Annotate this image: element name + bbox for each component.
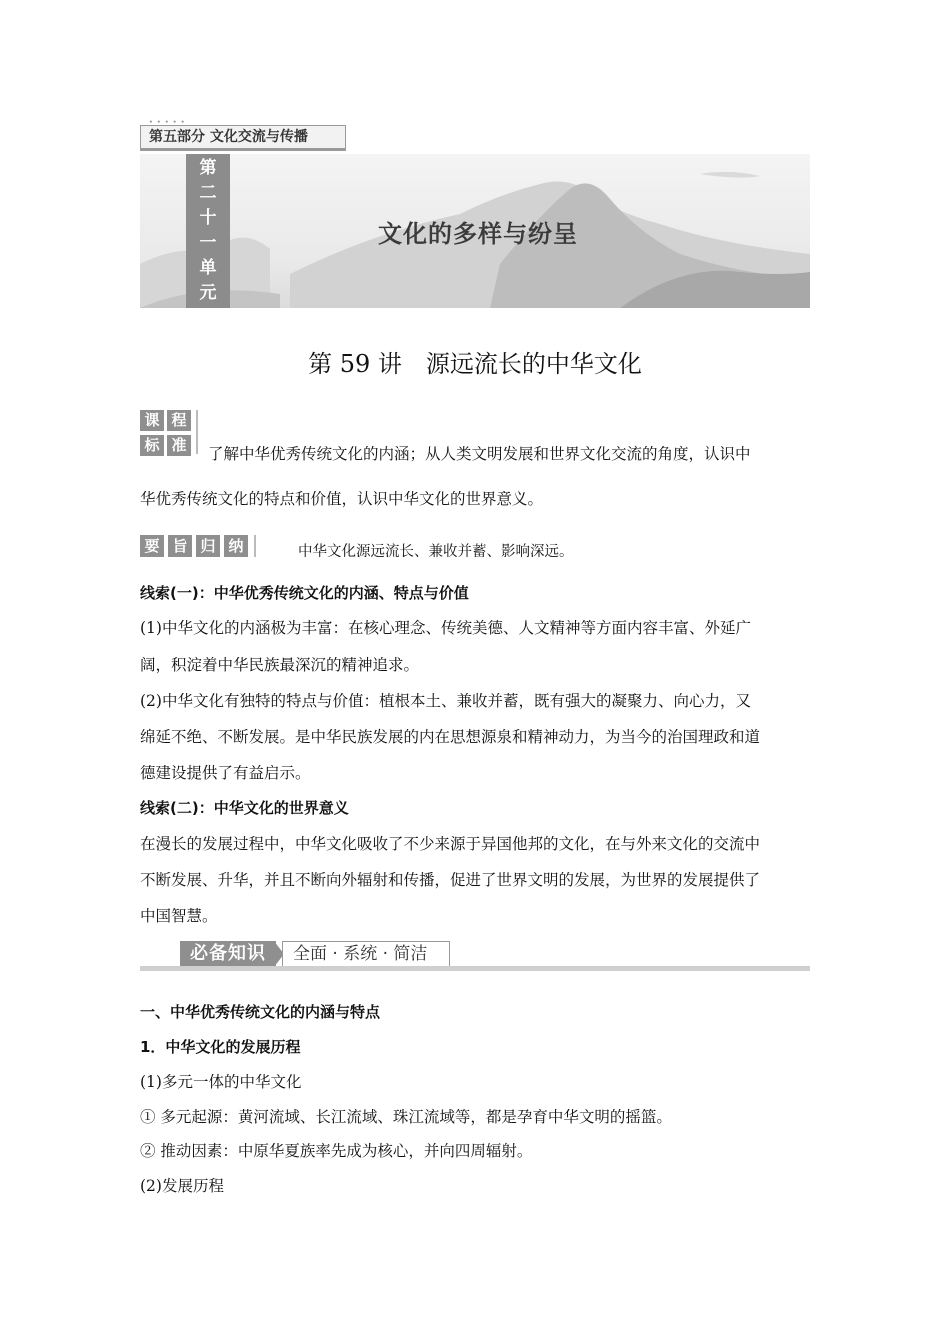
label-char: 准 xyxy=(167,435,191,456)
lecture-title: 第 59 讲 源远流长的中华文化 xyxy=(308,350,642,378)
paragraph-line: 在漫长的发展过程中，中华文化吸收了不少来源于异国他邦的文化，在与外来文化的交流中 xyxy=(140,835,761,853)
list-item: (2)发展历程 xyxy=(140,1177,224,1195)
knowledge-bar-rule xyxy=(140,966,810,971)
standard-text-line: 华优秀传统文化的特点和价值，认识中华文化的世界意义。 xyxy=(140,490,544,508)
decorative-dots: • • • • • xyxy=(149,119,186,126)
label-char: 旨 xyxy=(168,535,192,557)
label-divider xyxy=(196,410,198,454)
list-item: (1)多元一体的中华文化 xyxy=(140,1073,302,1091)
paragraph-line: 绵延不绝、不断发展。是中华民族发展的内在思想源泉和精神动力，为当今的治国理政和道 xyxy=(140,728,761,746)
label-char: 程 xyxy=(167,410,191,431)
label-divider xyxy=(254,535,256,557)
unit-char: 元 xyxy=(199,283,217,303)
label-char: 纳 xyxy=(224,535,248,557)
list-item: ② 推动因素：中原华夏族率先成为核心，并向四周辐射。 xyxy=(140,1142,533,1160)
unit-char: 一 xyxy=(199,233,217,253)
paragraph-line: 德建设提供了有益启示。 xyxy=(140,764,311,782)
standard-label xyxy=(140,410,192,458)
label-char: 课 xyxy=(140,410,164,431)
clue-heading: 线索(一)：中华优秀传统文化的内涵、特点与价值 xyxy=(140,584,469,602)
part-label: 第五部分 文化交流与传播 xyxy=(149,129,308,145)
part-label-tab xyxy=(140,119,346,151)
unit-char: 十 xyxy=(199,208,217,228)
paragraph-line: 中国智慧。 xyxy=(140,907,218,925)
paragraph-line: (2)中华文化有独特的特点与价值：植根本土、兼收并蓄，既有强大的凝聚力、向心力，又 xyxy=(140,692,751,710)
knowledge-bar-subtitle: 全面 · 系统 · 简洁 xyxy=(282,941,450,967)
subsection-heading: 1．中华文化的发展历程 xyxy=(140,1038,301,1056)
label-char: 标 xyxy=(140,435,164,456)
unit-char: 单 xyxy=(199,258,217,278)
clue-heading: 线索(二)：中华文化的世界意义 xyxy=(140,799,349,817)
unit-char: 第 xyxy=(199,158,217,178)
list-item: ① 多元起源：黄河流域、长江流域、珠江流域等，都是孕育中华文明的摇篮。 xyxy=(140,1108,672,1126)
label-char: 要 xyxy=(140,535,164,557)
unit-char: 二 xyxy=(199,183,217,203)
unit-number-strip xyxy=(186,154,230,308)
standard-text-line: 了解中华优秀传统文化的内涵；从人类文明发展和世界文化交流的角度，认识中 xyxy=(208,445,751,463)
paragraph-line: 不断发展、升华，并且不断向外辐射和传播，促进了世界文明的发展，为世界的发展提供了 xyxy=(140,871,761,889)
unit-title: 文化的多样与纷呈 xyxy=(378,220,578,248)
summary-text: 中华文化源远流长、兼收并蓄、影响深远。 xyxy=(298,544,574,560)
knowledge-bar-label: 必备知识 xyxy=(180,941,276,967)
section-heading: 一、中华优秀传统文化的内涵与特点 xyxy=(140,1003,381,1021)
label-char: 归 xyxy=(196,535,220,557)
paragraph-line: (1)中华文化的内涵极为丰富：在核心理念、传统美德、人文精神等方面内容丰富、外延广 xyxy=(140,619,751,637)
paragraph-line: 阔，积淀着中华民族最深沉的精神追求。 xyxy=(140,656,420,674)
